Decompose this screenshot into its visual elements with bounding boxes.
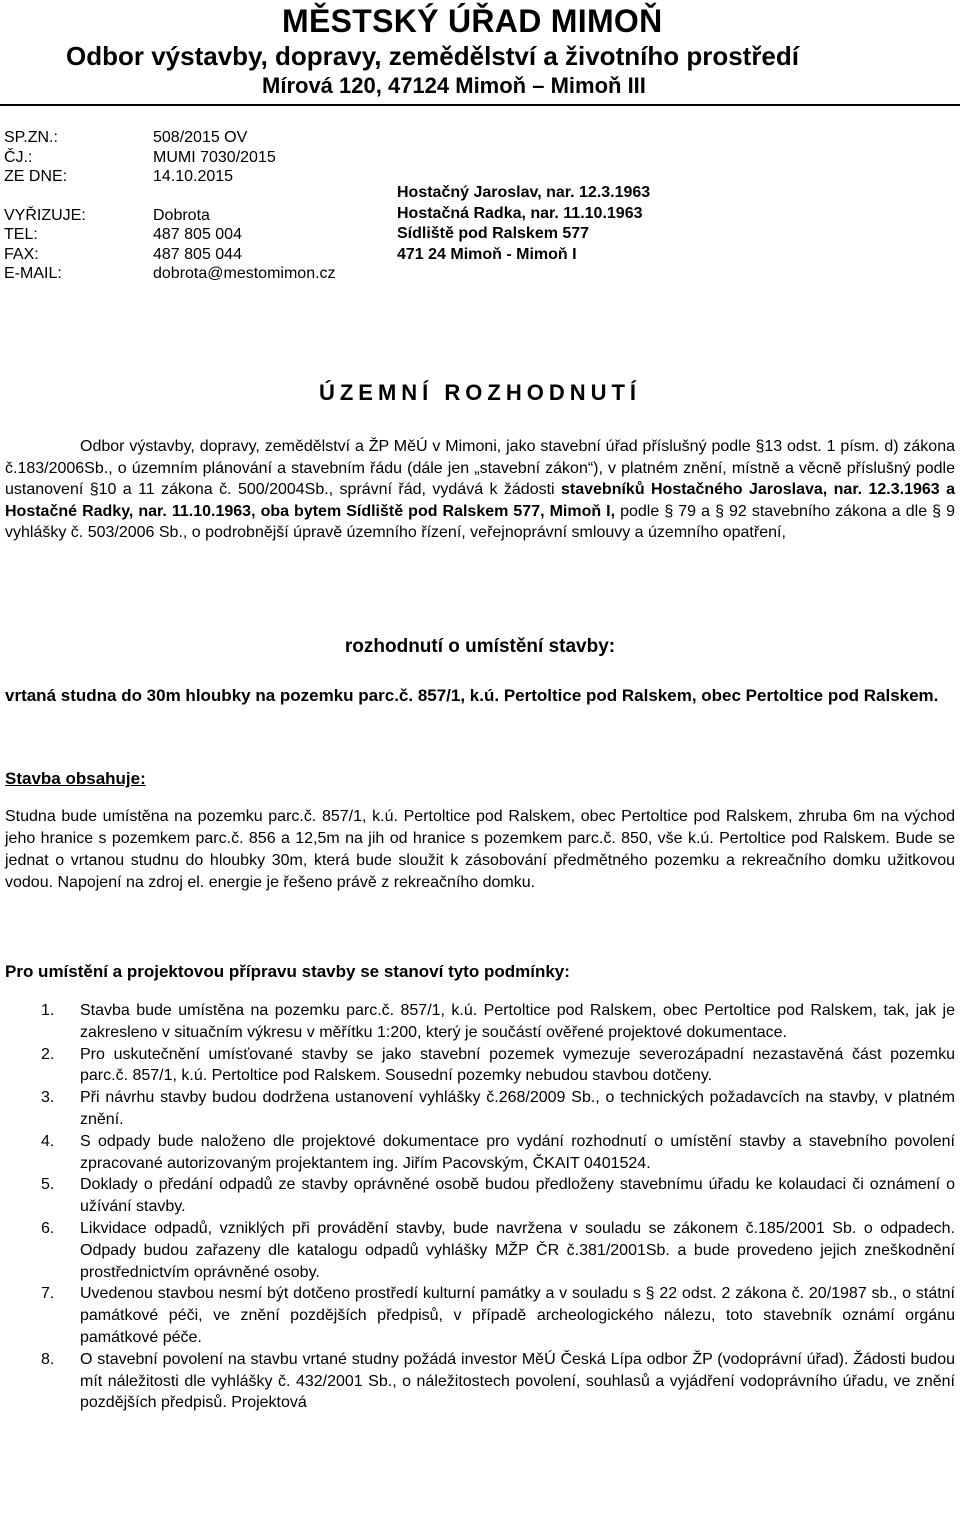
meta-row	[4, 264, 336, 284]
meta-value: 487 805 044	[153, 245, 242, 263]
item-number: 5.	[41, 1176, 55, 1194]
email-value: dobrota@mestomimon.cz	[153, 265, 336, 282]
item-text: Stavba bude umístěna na pozemku parc.č. 857/1, k.ú. Pertoltice pod Ralskem, obec Pertoltice pod Ralskem, tak, jak je zakresleno v situačním výkresu v měřítku 1:200, který je součástí ověřené projektové dokumentace.	[80, 1002, 955, 1041]
decision-heading: rozhodnutí o umístění stavby:	[344, 636, 616, 657]
meta-key: SP.ZN.:	[4, 129, 58, 146]
construction-description: vrtaná studna do 30m hloubky na pozemku parc.č. 857/1, k.ú. Pertoltice pod Ralskem, obec Pertoltice pod Ralskem.	[5, 686, 939, 705]
applicants: stavebníků Hostačného Jaroslava, nar. 12.3.1963 a Hostačné Radky, nar. 11.10.1963, oba bytem Sídliště pod Ralskem 577, Mimoň I,	[5, 481, 955, 520]
meta-row	[4, 225, 336, 245]
item-number: 1.	[41, 1002, 55, 1019]
meta-key: FAX:	[4, 245, 39, 263]
list-item	[5, 1174, 955, 1218]
meta-key: ČJ.:	[4, 148, 33, 166]
recipient-line: Sídliště pod Ralskem 577	[397, 225, 590, 242]
list-item	[5, 1044, 955, 1088]
item-number: 7.	[41, 1285, 55, 1303]
item-number: 6.	[41, 1219, 55, 1237]
department-name: Odbor výstavby, dopravy, zemědělství a životního prostředí	[66, 41, 800, 71]
meta-row	[4, 167, 336, 187]
item-text: Uvedenou stavbou nesmí být dotčeno prostředí kulturní památky a v souladu s § 22 odst. 2 zákona č. 20/1987 sb., o státní památkové péči, ve znění pozdějších předpisů, v případě archeologického nálezu, toto stavebník oznámí orgánu památkové péče.	[80, 1285, 955, 1346]
meta-row	[4, 148, 336, 168]
section-sign: §	[664, 502, 674, 520]
meta-value: MUMI 7030/2015	[153, 148, 276, 166]
header-divider	[0, 104, 960, 106]
document-title: ÚZEMNÍ ROZHODNUTÍ	[318, 380, 642, 405]
section-sign: §	[715, 502, 724, 520]
office-address: Mírová 120, 47124 Mimoň – Mimoň III	[262, 73, 646, 98]
item-number: 4.	[41, 1132, 55, 1150]
meta-row	[4, 245, 336, 265]
conditions-heading: Pro umístění a projektovou přípravu stavby se stanoví tyto podmínky:	[5, 962, 570, 981]
intro-text: Odbor výstavby, dopravy, zemědělství a ŽP MěÚ v Mimoni, jako stavební úřad příslušný podle	[80, 438, 751, 455]
item-text: O stavební povolení na stavbu vrtané studny požádá investor MěÚ Česká Lípa odbor ŽP (vodoprávní úřad). Žádosti budou mít náležitosti dle vyhlášky č. 432/2001 Sb., o náležitostech povolení, souhlasů a vyjádření vodoprávního úřadu, ve znění pozdějších předpisů. Projektová	[80, 1350, 955, 1412]
letterhead	[0, 0, 960, 110]
item-text: Likvidace odpadů, vzniklých při provádění stavby, bude navržena v souladu se zákonem č.185/2001 Sb. o odpadech. Odpady budou zařazeny dle katalogu odpadů vyhlášky MŽP ČR č.381/2001Sb. a bude provedeno jejich zneškodnění prostřednictvím oprávněné osoby.	[80, 1219, 955, 1281]
intro-paragraph: Odbor výstavby, dopravy, zemědělství a ŽP MěÚ v Mimoni, jako stavební úřad příslušný podle §13 odst. 1 písm. d) zákona č.183/2006Sb., o územním plánování a stavebním řádu (dále jen „stavební zákon“), v platném znění, místně a věcně příslušný podle ustanovení §10 a 11 zákona č. 500/2004Sb., správní řád, vydává k žádosti stavebníků Hostačného Jaroslava, nar. 12.3.1963 a Hostačné Radky, nar. 11.10.1963, oba bytem Sídliště pod Ralskem 577, Mimoň I, podle § 79 a § 92 stavebního zákona a dle § 9 vyhlášky č. 503/2006 Sb., o podrobnější úpravě územního řízení, veřejnoprávní smlouvy a územního opatření,	[5, 438, 956, 542]
stavba-heading: Stavba obsahuje:	[5, 769, 146, 788]
item-number: 8.	[41, 1350, 55, 1368]
meta-value: 508/2015 OV	[153, 129, 248, 146]
list-item	[5, 1283, 955, 1348]
meta-key: ZE DNE:	[4, 168, 68, 185]
meta-row	[4, 128, 336, 148]
conditions-list	[5, 1000, 955, 1414]
list-item	[5, 1000, 955, 1044]
item-number: 3.	[41, 1089, 55, 1107]
stavba-text: Studna bude umístěna na pozemku parc.č. 857/1, k.ú. Pertoltice pod Ralskem, obec Pertoltice pod Ralskem, zhruba 6m na východ jeho hranice s pozemkem parc.č. 856 a 12,5m na jih od hranice s pozemkem parc.č. 850, vše k.ú. Pertoltice pod Ralskem. Bude se jednat o vrtanou studnu do hloubky 30m, která bude sloužit k zásobování předmětného pozemku a rekreačního domku užitkovou vodou. Napojení na zdroj el. energie je řešeno právě z rekreačního domku.	[5, 808, 955, 892]
item-text: Při návrhu stavby budou dodržena ustanovení vyhlášky č.268/2009 Sb., o technických požadavcích na stavby, v platném znění.	[80, 1089, 955, 1128]
office-name: MĚSTSKÝ ÚŘAD MIMOŇ	[282, 3, 663, 39]
list-item	[5, 1087, 955, 1131]
meta-value: Dobrota	[153, 206, 210, 224]
meta-key: VYŘIZUJE:	[4, 206, 86, 224]
meta-key: E-MAIL:	[4, 265, 62, 282]
item-text: Doklady o předání odpadů ze stavby oprávněné osobě budou předloženy stavebnímu úřadu ke kolaudaci či oznámení o užívání stavby.	[80, 1176, 955, 1216]
recipient-line: Hostačná Radka, nar. 11.10.1963	[397, 204, 643, 222]
reference-block	[4, 128, 336, 284]
meta-key: TEL:	[4, 226, 38, 243]
meta-row	[4, 206, 336, 226]
list-item	[5, 1218, 955, 1283]
recipient-line: 471 24 Mimoň - Mimoň I	[397, 245, 577, 263]
section-sign: §	[755, 438, 765, 455]
item-text: Pro uskutečnění umísťované stavby se jako stavební pozemek vymezuje severozápadní nezastavěná část pozemku parc.č. 857/1, k.ú. Pertoltice pod Ralskem. Sousední pozemky nebudou stavbou dotčeny.	[80, 1045, 955, 1085]
section-sign: §	[932, 502, 942, 520]
section-sign: §	[89, 481, 99, 499]
item-text: S odpady bude naloženo dle projektové dokumentace pro vydání rozhodnutí o umístění stavby a stavebního povolení zpracované autorizovaným projektantem ing. Jiřím Pacovským, ČKAIT 0401524.	[80, 1132, 955, 1172]
recipient-line: Hostačný Jaroslav, nar. 12.3.1963	[397, 184, 651, 201]
item-number: 2.	[41, 1045, 55, 1063]
list-item	[5, 1349, 955, 1414]
meta-value: 14.10.2015	[153, 168, 234, 185]
list-item	[5, 1131, 955, 1175]
meta-value: 487 805 004	[153, 226, 242, 243]
recipient-address	[397, 183, 650, 265]
